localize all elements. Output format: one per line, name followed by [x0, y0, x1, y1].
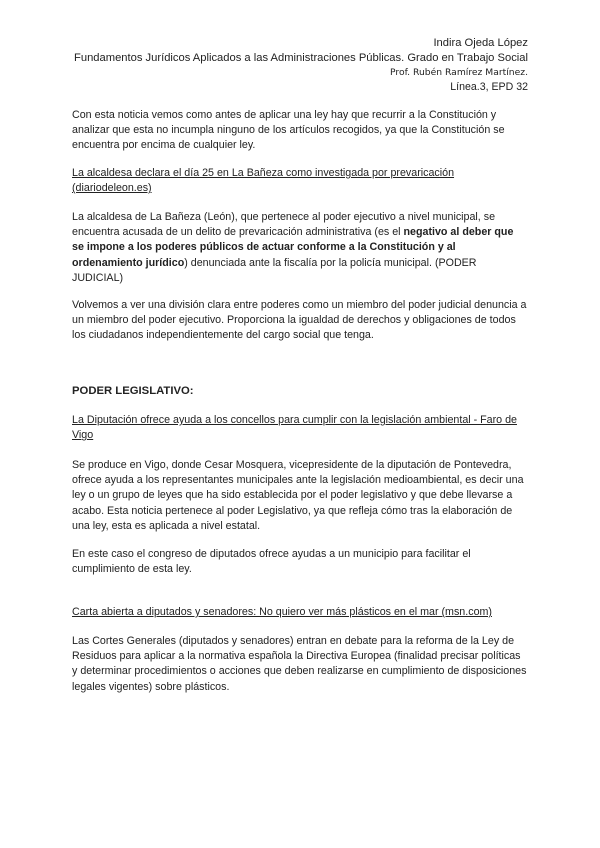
judicial-paragraph-2: Volvemos a ver una división clara entre poderes como un miembro del poder judicial denuncia a un miembro del poder ejecutivo. Proporciona la igualdad de derechos y obligaciones de todos los ciudadanos independientemente del cargo social que tenga. [72, 299, 527, 342]
judicial-paragraph-1 [72, 210, 528, 286]
section-heading-legislativo: PODER LEGISLATIVO: [72, 385, 194, 397]
news-link-carta-abierta[interactable]: Carta abierta a diputados y senadores: No quiero ver más plásticos en el mar (msn.com) [72, 606, 492, 618]
header-professor: Prof. Rubén Ramírez Martínez. [390, 67, 528, 78]
legislativo-paragraph-3: Las Cortes Generales (diputados y senadores) entran en debate para la reforma de la Ley de Residuos para aplicar a la normativa española la Directiva Europea (finalidad precisar políticas y determinar procedimientos o acciones que deben realizarse en cumplimiento de disposiciones legales vigentes) sobre plásticos. [72, 635, 527, 693]
header-course: Fundamentos Jurídicos Aplicados a las Administraciones Públicas. Grado en Trabajo Social [74, 52, 528, 64]
judicial-text-a: La alcaldesa de La Bañeza (León), que pertenece al poder ejecutivo a nivel municipal, se encuentra acusada de un delito de prevaricación administrativa (es el [72, 211, 496, 239]
judicial-text-b: ) denunciada ante la fiscalía por la policía municipal. (PODER JUDICIAL) [72, 256, 477, 284]
news-link-diputacion[interactable]: La Diputación ofrece ayuda a los concellos para cumplir con la legislación ambiental - Faro de Vigo [72, 414, 517, 442]
judicial-text-bold: negativo al deber que se impone a los poderes públicos de actuar conforme a la Constitución y al ordenamiento jurídico [72, 226, 514, 269]
header-line: Línea.3, EPD 32 [450, 81, 528, 93]
legislativo-paragraph-2: En este caso el congreso de diputados ofrece ayudas a un municipio para facilitar el cumplimiento de esta ley. [72, 548, 471, 576]
intro-paragraph: Con esta noticia vemos como antes de aplicar una ley hay que recurrir a la Constitución y analizar que esta no incumpla ninguno de los artículos recogidos, ya que la Constitución se encuentra por encima de cualquier ley. [72, 109, 505, 152]
header-author: Indira Ojeda López [433, 37, 528, 49]
news-link-alcaldesa[interactable]: La alcaldesa declara el día 25 en La Bañeza como investigada por prevaricación (diariodeleon.es) [72, 167, 455, 195]
legislativo-paragraph-1: Se produce en Vigo, donde Cesar Mosquera, vicepresidente de la diputación de Pontevedra, ofrece ayuda a los representantes municipales ante la legislación medioambiental, es decir una ley o un grupo de leyes que ha sido establecida por el poder legislativo y que debe llevarse a acabo. Esta noticia pertenece al poder Legislativo, ya que refleja cómo tras la elaboración de una ley, esta es aplicada a nivel estatal. [72, 459, 524, 532]
